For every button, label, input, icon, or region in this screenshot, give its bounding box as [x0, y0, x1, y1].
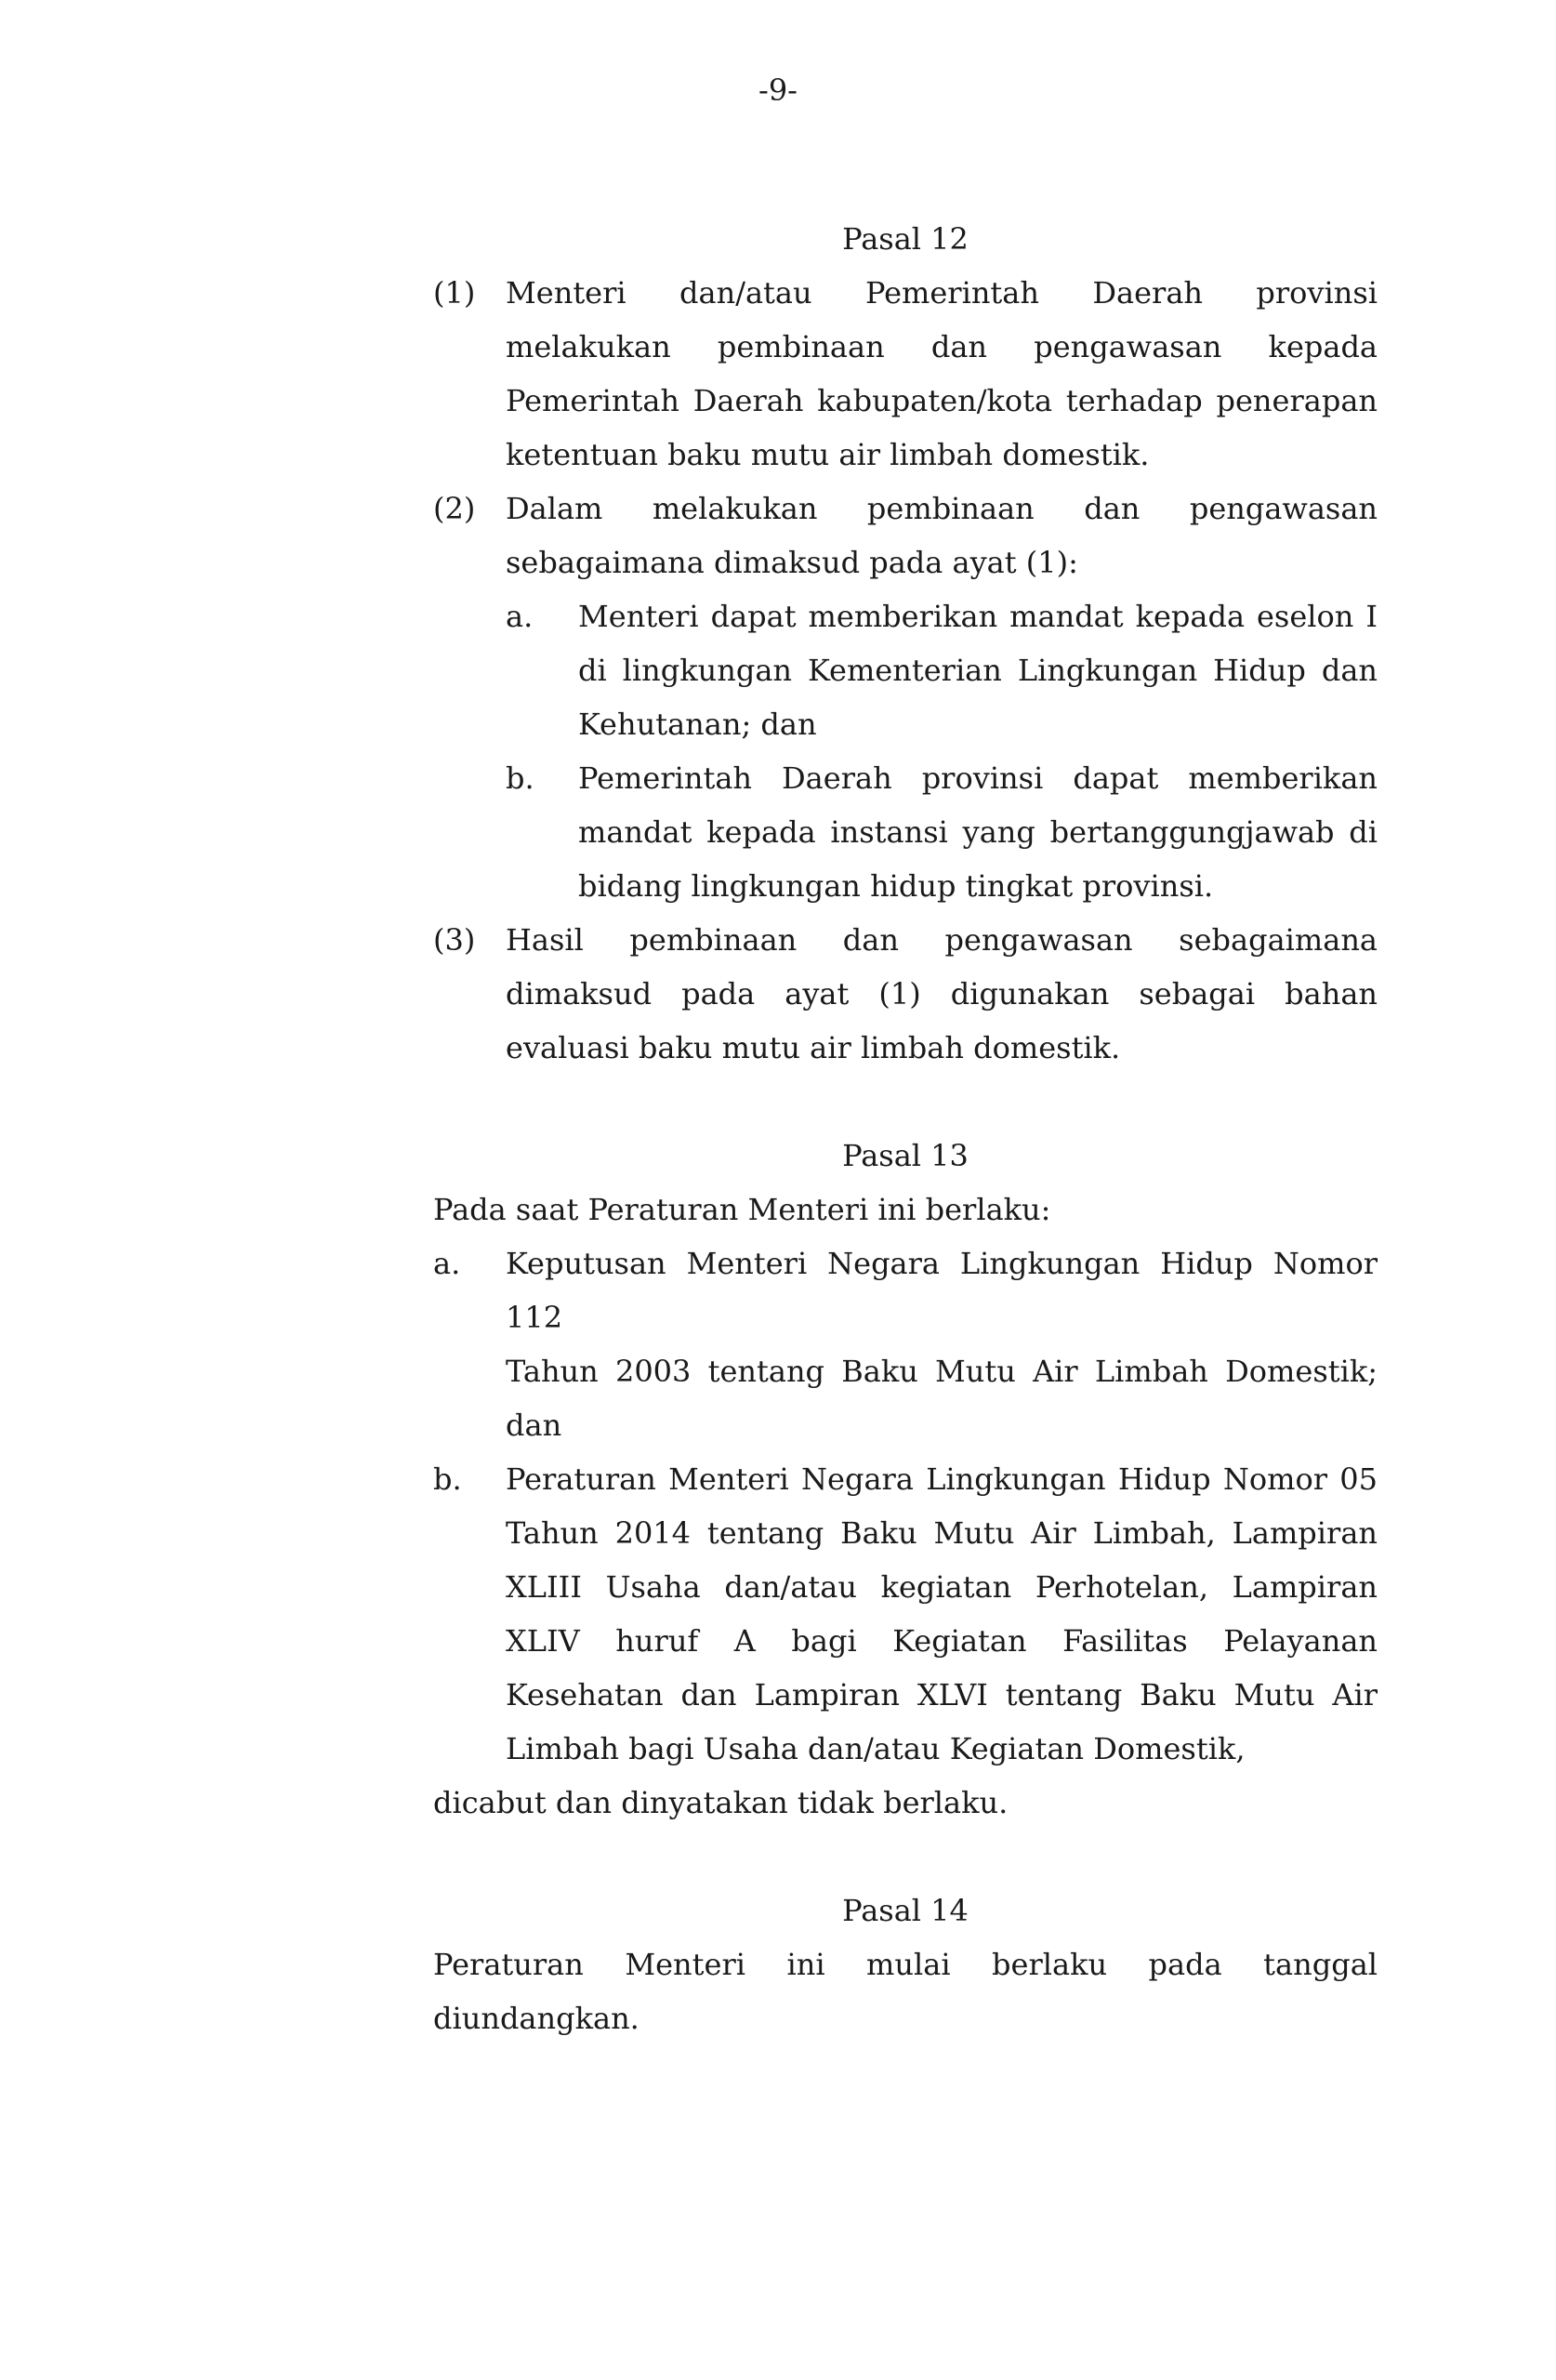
ayat-number: (1) [433, 275, 476, 311]
text-line: dicabut dan dinyatakan tidak berlaku. [433, 1785, 1009, 1820]
text-line: diundangkan. [433, 2001, 640, 2036]
item-letter: a. [506, 599, 534, 634]
pasal-12-title: Pasal 12 [842, 221, 969, 257]
pasal-13-item-b [433, 1452, 1378, 1776]
item-text [506, 1452, 1378, 1776]
list-item [506, 589, 1378, 751]
section-spacer [433, 1075, 1378, 1129]
pasal-12-ayat-2 [433, 482, 1378, 589]
text-line: Hasil pembinaan dan pengawasan sebagaimana [506, 922, 1378, 958]
pasal-14-title: Pasal 14 [842, 1893, 969, 1928]
item-letter: b. [506, 760, 534, 796]
text-line: XLIV huruf A bagi Kegiatan Fasilitas Pelayanan [506, 1623, 1378, 1659]
pasal-12-ayat-2-items [506, 589, 1378, 913]
pasal-13-title: Pasal 13 [842, 1138, 969, 1173]
text-line: sebagaimana dimaksud pada ayat (1): [506, 545, 1078, 580]
text-line: Dalam melakukan pembinaan dan pengawasan [506, 491, 1378, 526]
pasal-13-closing [433, 1776, 1378, 1830]
pasal-12-ayat-3 [433, 913, 1378, 1075]
text-line: mandat kepada instansi yang bertanggungjawab di [578, 814, 1378, 850]
text-line: Kesehatan dan Lampiran XLVI tentang Baku Mutu Air [506, 1677, 1378, 1712]
text-line: Menteri dan/atau Pemerintah Daerah provinsi [506, 275, 1378, 311]
item-text [506, 1236, 1378, 1452]
text-line: Menteri dapat memberikan mandat kepada eselon I [578, 599, 1378, 634]
ayat-text [506, 266, 1378, 482]
text-line: evaluasi baku mutu air limbah domestik. [506, 1030, 1121, 1065]
text-line: Peraturan Menteri Negara Lingkungan Hidup Nomor 05 [506, 1461, 1378, 1497]
document-body [433, 212, 1378, 2045]
ayat-text [506, 913, 1378, 1075]
text-line: Tahun 2003 tentang Baku Mutu Air Limbah Domestik; [506, 1354, 1378, 1389]
item-letter: a. [433, 1246, 461, 1281]
text-line: dimaksud pada ayat (1) digunakan sebagai bahan [506, 976, 1378, 1012]
ayat-number: (2) [433, 491, 476, 526]
page-number: -9- [758, 73, 798, 108]
pasal-13-item-a [433, 1236, 1378, 1452]
item-text [578, 589, 1378, 751]
text-line: Peraturan Menteri ini mulai berlaku pada tanggal [433, 1947, 1378, 1982]
text-line: Pemerintah Daerah provinsi dapat memberikan [578, 760, 1378, 796]
text-line: Pada saat Peraturan Menteri ini berlaku: [433, 1192, 1051, 1227]
text-line: di lingkungan Kementerian Lingkungan Hidup dan [578, 653, 1378, 688]
section-spacer [433, 1830, 1378, 1884]
ayat-text [506, 482, 1378, 589]
text-line: Kehutanan; dan [578, 707, 817, 742]
text-line: Limbah bagi Usaha dan/atau Kegiatan Domestik, [506, 1731, 1246, 1766]
item-text [578, 751, 1378, 913]
pasal-12-ayat-1 [433, 266, 1378, 482]
text-line: ketentuan baku mutu air limbah domestik. [506, 437, 1150, 472]
text-line: Tahun 2014 tentang Baku Mutu Air Limbah, Lampiran [506, 1515, 1378, 1551]
list-item [506, 751, 1378, 913]
pasal-14-text [433, 1937, 1378, 2045]
text-line: XLIII Usaha dan/atau kegiatan Perhotelan, Lampiran [506, 1569, 1378, 1605]
text-line: Keputusan Menteri Negara Lingkungan Hidup Nomor 112 [506, 1246, 1378, 1335]
text-line: bidang lingkungan hidup tingkat provinsi. [578, 868, 1214, 904]
text-line: melakukan pembinaan dan pengawasan kepada [506, 329, 1378, 364]
ayat-number: (3) [433, 922, 476, 958]
text-line: dan [506, 1408, 562, 1443]
item-letter: b. [433, 1461, 462, 1497]
text-line: Pemerintah Daerah kabupaten/kota terhadap penerapan [506, 383, 1378, 418]
pasal-13-intro [433, 1183, 1378, 1236]
